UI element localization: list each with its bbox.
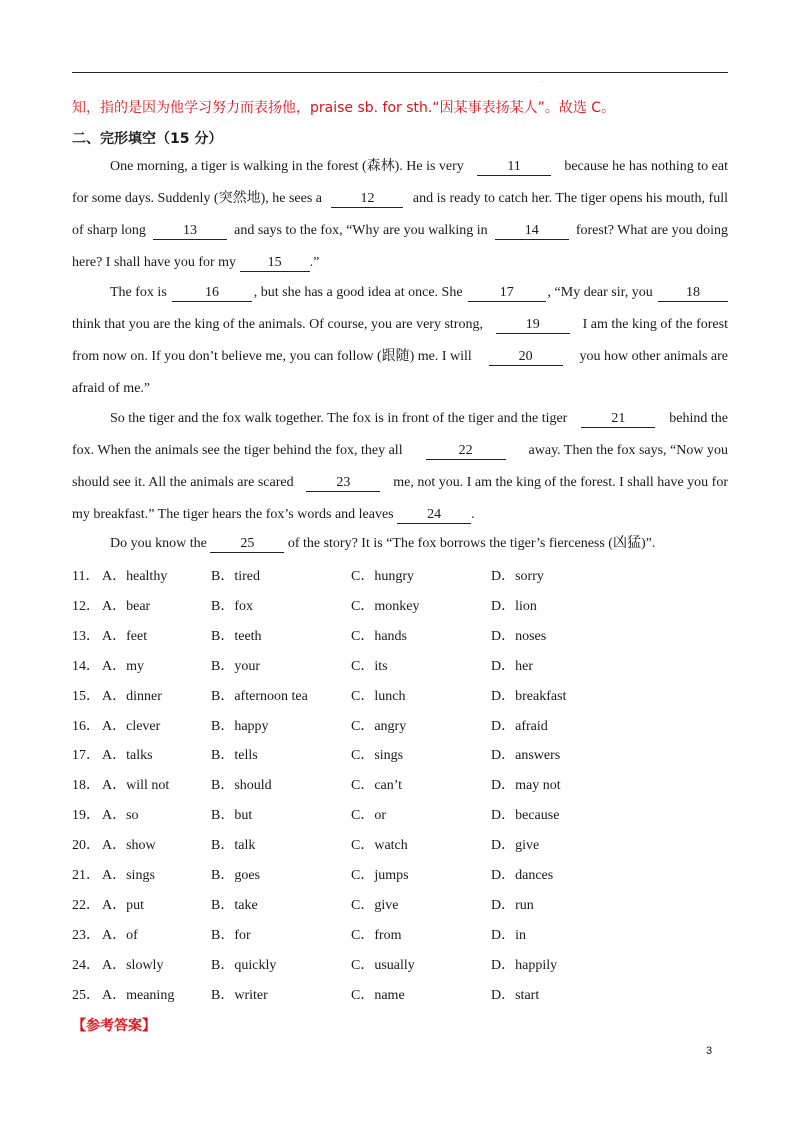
question-number: 18． [72,778,100,794]
section-title: 二、完形填空（15 分） [72,131,223,147]
option-a: A．talks [102,748,153,764]
passage-text: me, not you. I am the king of the forest. I shall have you for [389,475,728,490]
option-c: C．sings [351,748,404,764]
passage-text: One morning, a tiger is walking in the forest (森林). He is very [110,159,468,174]
passage-text: fox. When the animals see the tiger behind the fox, they all [72,443,407,458]
blank-16: 16 [172,285,252,302]
blank-21: 21 [581,411,655,428]
passage-line [110,535,728,553]
option-c: C．its [351,658,388,674]
option-row [72,774,672,794]
option-row [72,565,672,585]
option-d: D．afraid [491,718,548,734]
option-a: A．bear [102,598,151,614]
header-rule [72,72,728,73]
blank-20: 20 [489,349,563,366]
blank-12: 12 [331,191,403,208]
option-d: D．breakfast [491,688,567,704]
option-a: A．feet [102,628,148,644]
option-row [72,715,672,735]
option-row [72,685,672,705]
option-c: C．monkey [351,598,420,614]
option-row [72,924,672,944]
option-b: B．goes [211,868,260,883]
passage-text: The fox is [110,285,171,300]
option-row [72,894,672,914]
option-row [72,804,672,824]
page-number: 3 [706,1045,713,1057]
option-d: D．dances [491,868,554,883]
option-a: A．slowly [102,957,164,973]
option-a: A．dinner [102,688,162,704]
option-c: C．angry [351,718,407,734]
option-a: A．of [102,927,138,943]
question-number: 11． [72,569,100,584]
option-c: C．from [351,927,402,943]
blank-22: 22 [426,443,506,460]
question-number: 20． [72,838,100,854]
option-c: C．jumps [351,868,409,883]
option-b: B．talk [211,838,256,854]
option-d: D．lion [491,598,537,614]
passage-line [72,254,728,272]
option-row [72,954,672,974]
passage-line [72,190,728,208]
question-number: 25． [72,987,100,1003]
blank-11: 11 [477,159,551,176]
passage-text: I am the king of the forest [579,317,728,332]
option-d: D．because [491,808,560,824]
option-a: A．healthy [102,569,168,584]
option-d: D．her [491,658,533,674]
passage-text: Do you know the [110,536,211,551]
passage-text: from now on. If you don’t believe me, you can follow (跟随) me. I will [72,349,476,364]
passage-text: of the story? It is “The fox borrows the tiger’s fierceness (凶猛)”. [284,536,656,551]
option-b: B．afternoon tea [211,688,308,704]
option-c: C．hands [351,628,407,644]
option-c: C．watch [351,838,408,854]
option-d: D．noses [491,628,547,644]
option-b: B．but [211,808,253,824]
option-row [72,864,672,884]
passage-line [72,380,728,398]
passage-text: think that you are the king of the animals. Of course, you are very strong, [72,317,487,332]
question-number: 14． [72,658,100,674]
passage-line [110,410,728,428]
passage-line [110,284,728,302]
passage-text: , but she has a good idea at once. She [253,285,467,300]
option-a: A．put [102,897,144,913]
option-c: C．or [351,808,386,824]
passage-text: afraid of me.” [72,381,151,396]
option-d: D．sorry [491,569,544,584]
option-d: D．give [491,838,540,854]
header-mark: . [541,76,544,84]
option-d: D．in [491,927,526,943]
option-a: A．will not [102,778,170,794]
option-b: B．for [211,927,251,943]
option-d: D．answers [491,748,561,764]
question-number: 23． [72,927,100,943]
passage-text: here? I shall have you for my [72,255,240,270]
question-number: 24． [72,957,100,973]
option-c: C．lunch [351,688,406,704]
question-number: 16． [72,718,100,734]
option-row [72,744,672,764]
option-a: A．sings [102,868,155,883]
passage-text: my breakfast.” The tiger hears the fox’s words and leaves [72,507,398,522]
passage-text: should see it. All the animals are scared [72,475,298,490]
blank-14: 14 [495,223,569,240]
question-number: 21． [72,868,100,883]
question-number: 19． [72,808,100,824]
passage-line [72,222,728,240]
passage-text: , “My dear sir, you [547,285,657,300]
passage-text: and is ready to catch her. The tiger opens his mouth, full [409,191,728,206]
option-c: C．usually [351,957,415,973]
question-number: 12． [72,598,100,614]
blank-15: 15 [240,255,310,272]
question-number: 13． [72,628,100,644]
passage-line [72,316,728,334]
passage-text: behind the [665,411,728,426]
passage-text: forest? What are you doing [572,223,728,238]
answer-heading: 【参考答案】 [72,1018,156,1034]
option-a: A．clever [102,718,161,734]
passage-text: .” [309,255,320,270]
blank-23: 23 [306,475,380,492]
option-row [72,984,672,1004]
option-a: A．meaning [102,987,175,1003]
passage-line [110,158,728,176]
option-c: C．name [351,987,405,1003]
question-number: 15． [72,688,100,704]
blank-24: 24 [397,507,471,524]
option-row [72,595,672,615]
option-b: B．teeth [211,628,262,644]
option-b: B．happy [211,718,269,734]
explanation-note: 知，指的是因为他学习努力而表扬他，praise sb. for sth.“因某事表扬某人”。故选 C。 [72,100,616,116]
passage-text: of sharp long [72,223,150,238]
blank-19: 19 [496,317,570,334]
option-d: D．run [491,897,534,913]
option-b: B．take [211,897,258,913]
option-a: A．show [102,838,156,854]
passage-text: and says to the fox, “Why are you walking in [230,223,492,238]
passage-line [72,442,728,460]
option-b: B．your [211,658,260,674]
option-c: C．give [351,897,399,913]
option-b: B．tells [211,748,258,764]
question-number: 22． [72,897,100,913]
blank-25: 25 [210,536,284,553]
option-d: D．start [491,987,540,1003]
passage-text: away. Then the fox says, “Now you [525,443,728,458]
option-row [72,834,672,854]
passage-line [72,506,728,524]
option-d: D．happily [491,957,558,973]
passage-text: you how other animals are [575,349,728,364]
option-b: B．fox [211,598,253,614]
option-c: C．can’t [351,778,403,794]
option-a: A．so [102,808,139,824]
option-c: C．hungry [351,569,414,584]
option-d: D．may not [491,778,561,794]
passage-text: So the tiger and the fox walk together. The fox is in front of the tiger and the tiger [110,411,571,426]
question-number: 17． [72,748,100,764]
option-row [72,655,672,675]
option-b: B．quickly [211,957,277,973]
option-row [72,625,672,645]
passage-line [72,348,728,366]
option-b: B．should [211,778,272,794]
passage-line [72,474,728,492]
option-a: A．my [102,658,144,674]
passage-text: for some days. Suddenly (突然地), he sees a [72,191,326,206]
option-b: B．tired [211,569,260,584]
option-b: B．writer [211,987,268,1003]
blank-18: 18 [658,285,728,302]
passage-text: . [471,507,475,522]
blank-13: 13 [153,223,227,240]
blank-17: 17 [468,285,546,302]
passage-text: because he has nothing to eat [560,159,728,174]
